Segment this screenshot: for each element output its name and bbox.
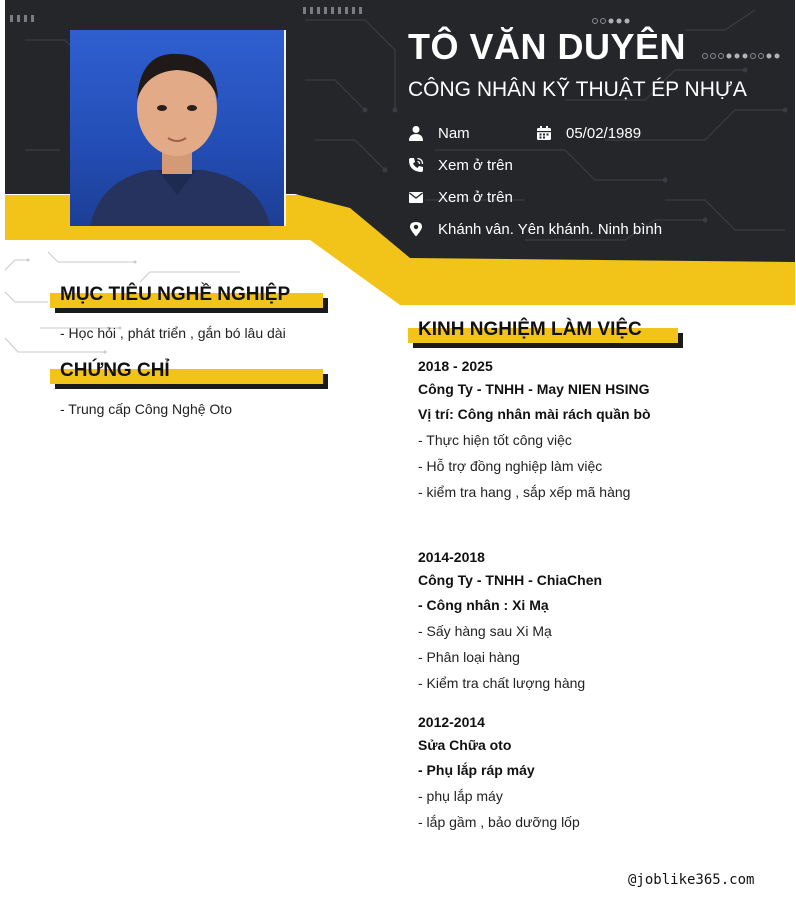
location-pin-icon — [408, 221, 424, 237]
job-title: CÔNG NHÂN KỸ THUẬT ÉP NHỰA — [408, 78, 747, 101]
objective-title: MỤC TIÊU NGHỀ NGHIỆP — [60, 284, 291, 305]
certificates-title: CHỨNG CHỈ — [60, 360, 170, 381]
job-duty: - Thực hiện tốt công việc — [418, 432, 572, 448]
experience-title: KINH NGHIỆM LÀM VIỆC — [418, 319, 642, 340]
envelope-icon — [408, 189, 424, 205]
job-duty: - Kiểm tra chất lượng hàng — [418, 675, 586, 691]
user-icon — [408, 125, 424, 141]
job-position: Vị trí: Công nhân mài rách quần bò — [418, 406, 651, 422]
job-duty: - Hỗ trợ đồng nghiệp làm việc — [418, 458, 603, 474]
job-duty: - kiểm tra hang , sắp xếp mã hàng — [418, 484, 631, 500]
address-value: Khánh vân. Yên khánh. Ninh bình — [438, 221, 663, 238]
job-duty: - phụ lắp máy — [418, 788, 503, 804]
job-duty: - lắp gầm , bảo dưỡng lốp — [418, 814, 580, 830]
job-duty: - Phân loại hàng — [418, 649, 520, 665]
email-value: Xem ở trên — [438, 189, 513, 206]
job-company: Công Ty - TNHH - ChiaChen — [418, 572, 603, 588]
objective-text: - Học hỏi , phát triển , gắn bó lâu dài — [60, 325, 286, 341]
footer-watermark: @joblike365.com — [628, 872, 755, 888]
job-company: Công Ty - TNHH - May NIEN HSING — [418, 381, 650, 397]
calendar-icon — [536, 125, 552, 141]
job-duty: - Sấy hàng sau Xi Mạ — [418, 623, 552, 639]
job-company: Sửa Chữa oto — [418, 737, 512, 753]
job-position: - Công nhân : Xi Mạ — [418, 597, 549, 613]
candidate-name: TÔ VĂN DUYÊN — [408, 26, 687, 67]
job-period: 2018 - 2025 — [418, 358, 493, 374]
gender-value: Nam — [438, 125, 470, 142]
phone-icon — [408, 157, 424, 173]
job-period: 2014-2018 — [418, 549, 485, 565]
phone-value: Xem ở trên — [438, 157, 513, 174]
certificates-text: - Trung cấp Công Nghệ Oto — [60, 401, 232, 417]
dob-value: 05/02/1989 — [566, 125, 642, 142]
job-period: 2012-2014 — [418, 714, 485, 730]
job-position: - Phụ lắp ráp máy — [418, 762, 535, 778]
